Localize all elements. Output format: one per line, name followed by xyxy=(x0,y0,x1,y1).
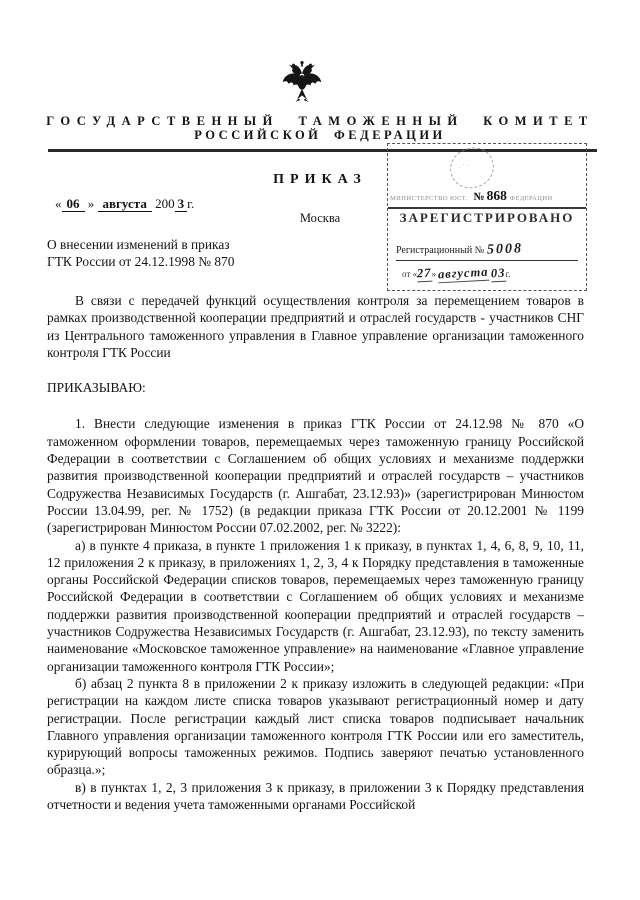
stamp-reg-date-day-handwritten: 27 xyxy=(416,265,432,281)
body-paragraph-v: в) в пунктах 1, 2, 3 приложения 3 к приказу, в приложении 3 к Порядку представления отчетности и ведения учета таможенными органами Российской xyxy=(47,779,584,813)
stamp-ministry-left-text: МИНИСТЕРСТВО ЮСТ. xyxy=(390,195,468,202)
round-seal-icon: ·˙· xyxy=(446,143,498,192)
stamp-reg-date-suffix: г. xyxy=(505,269,511,279)
stamp-registered-label: ЗАРЕГИСТРИРОВАНО xyxy=(399,210,575,225)
date-close-quote: » xyxy=(87,196,95,211)
stamp-number-value: 868 xyxy=(486,188,507,203)
order-subject xyxy=(47,236,317,270)
org-name-line1: ГОСУДАРСТВЕННЫЙ ТАМОЖЕННЫЙ КОМИТЕТ xyxy=(46,114,594,128)
stamp-number-label: № xyxy=(473,191,485,203)
order-subject-line2: ГТК России от 24.12.1998 № 870 xyxy=(47,254,235,269)
stamp-reg-date-row xyxy=(402,266,578,282)
order-subject-line1: О внесении изменений в приказ xyxy=(47,237,230,252)
stamp-reg-number-label: Регистрационный № xyxy=(396,245,485,256)
date-year-suffix: г. xyxy=(187,196,195,211)
date-open-quote: « xyxy=(55,196,62,211)
stamp-reg-number-row xyxy=(396,242,578,261)
date-day: 06 xyxy=(62,196,85,212)
order-word: ПРИКАЗЫВАЮ: xyxy=(47,380,146,396)
stamp-reg-number-handwritten: 5008 xyxy=(486,241,523,258)
org-name-line2: РОССИЙСКОЙ ФЕДЕРАЦИИ xyxy=(194,128,446,142)
stamp-reg-date-month-handwritten: августа xyxy=(437,264,490,282)
stamp-reg-date-prefix: от « xyxy=(402,269,418,279)
stamp-reg-date-year-handwritten: 03 xyxy=(490,265,506,281)
order-type-title: ПРИКАЗ xyxy=(273,172,367,187)
russia-coat-of-arms-icon xyxy=(281,58,323,106)
date-year-digit: 3 xyxy=(175,196,188,212)
stamp-reg-date-mid: » xyxy=(431,269,439,279)
stamp-ministry-right-text: ФЕДЕРАЦИИ xyxy=(509,195,553,202)
preamble-paragraph: В связи с передачей функций осуществления контроля за перемещением товаров в рамках производственной кооперации предприятий и отраслей государств - участников СНГ из Центрального таможенного управления в Главное управление организации таможенного контроля ГТК России xyxy=(47,293,584,360)
date-month: августа xyxy=(98,196,152,212)
body-paragraph-b: б) абзац 2 пункта 8 в приложении 2 к приказу изложить в следующей редакции: «При регистрации на каждом листе списка товаров указывают регистрационный номер и дату регистрации. После регистрации каждый лист списка товаров подписывает начальник Главного управления организации таможенного контроля ГТК России или его заместитель, курирующий вопросы таможенных режимов. Подпись заверяют печатью установленного образца.»; xyxy=(47,675,584,778)
body-paragraph-1: 1. Внести следующие изменения в приказ ГТК России от 24.12.98 № 870 «О таможенном оформлении товаров, перемещаемых через таможенную границу Российской Федерации в соответствии с Соглашением об общих условиях и механизме поддержки развития производственной кооперации предприятий и отраслей государств – участников Содружества Независимых Государств (г. Ашгабат, 23.12.93)» (зарегистрирован Минюстом России 13.04.99, рег. № 1752) (в редакции приказа ГТК России от 20.12.2001 № 1199 (зарегистрирован Минюстом России 07.02.2002, рег. № 3222): xyxy=(47,416,584,536)
registration-stamp-box xyxy=(387,143,587,291)
date-year-printed: 200 xyxy=(155,196,175,211)
order-city: Москва xyxy=(299,211,341,225)
stamp-ministry-row xyxy=(388,188,586,209)
order-body xyxy=(47,292,584,813)
order-date-line xyxy=(55,196,194,212)
body-paragraph-a: а) в пункте 4 приказа, в пункте 1 приложения 1 к приказу, в пунктах 1, 4, 6, 8, 9, 10, 11, 12 приложения 2 к приказу, в приложениях 1, 2, 3, 4 к Порядку представления в таможенные органы Российской Федерации списков товаров, перемещаемых через таможенную границу Российской Федерации в соответствии с Соглашением об общих условиях и механизме поддержки развития производственной кооперации предприятий и отраслей государств – участников Содружества Независимых Государств (г. Ашгабат, 23.12.93), по тексту заменить наименование «Московское таможенное управление» на наименование «Главное управление организации таможенного контроля ГТК России»; xyxy=(47,537,584,674)
